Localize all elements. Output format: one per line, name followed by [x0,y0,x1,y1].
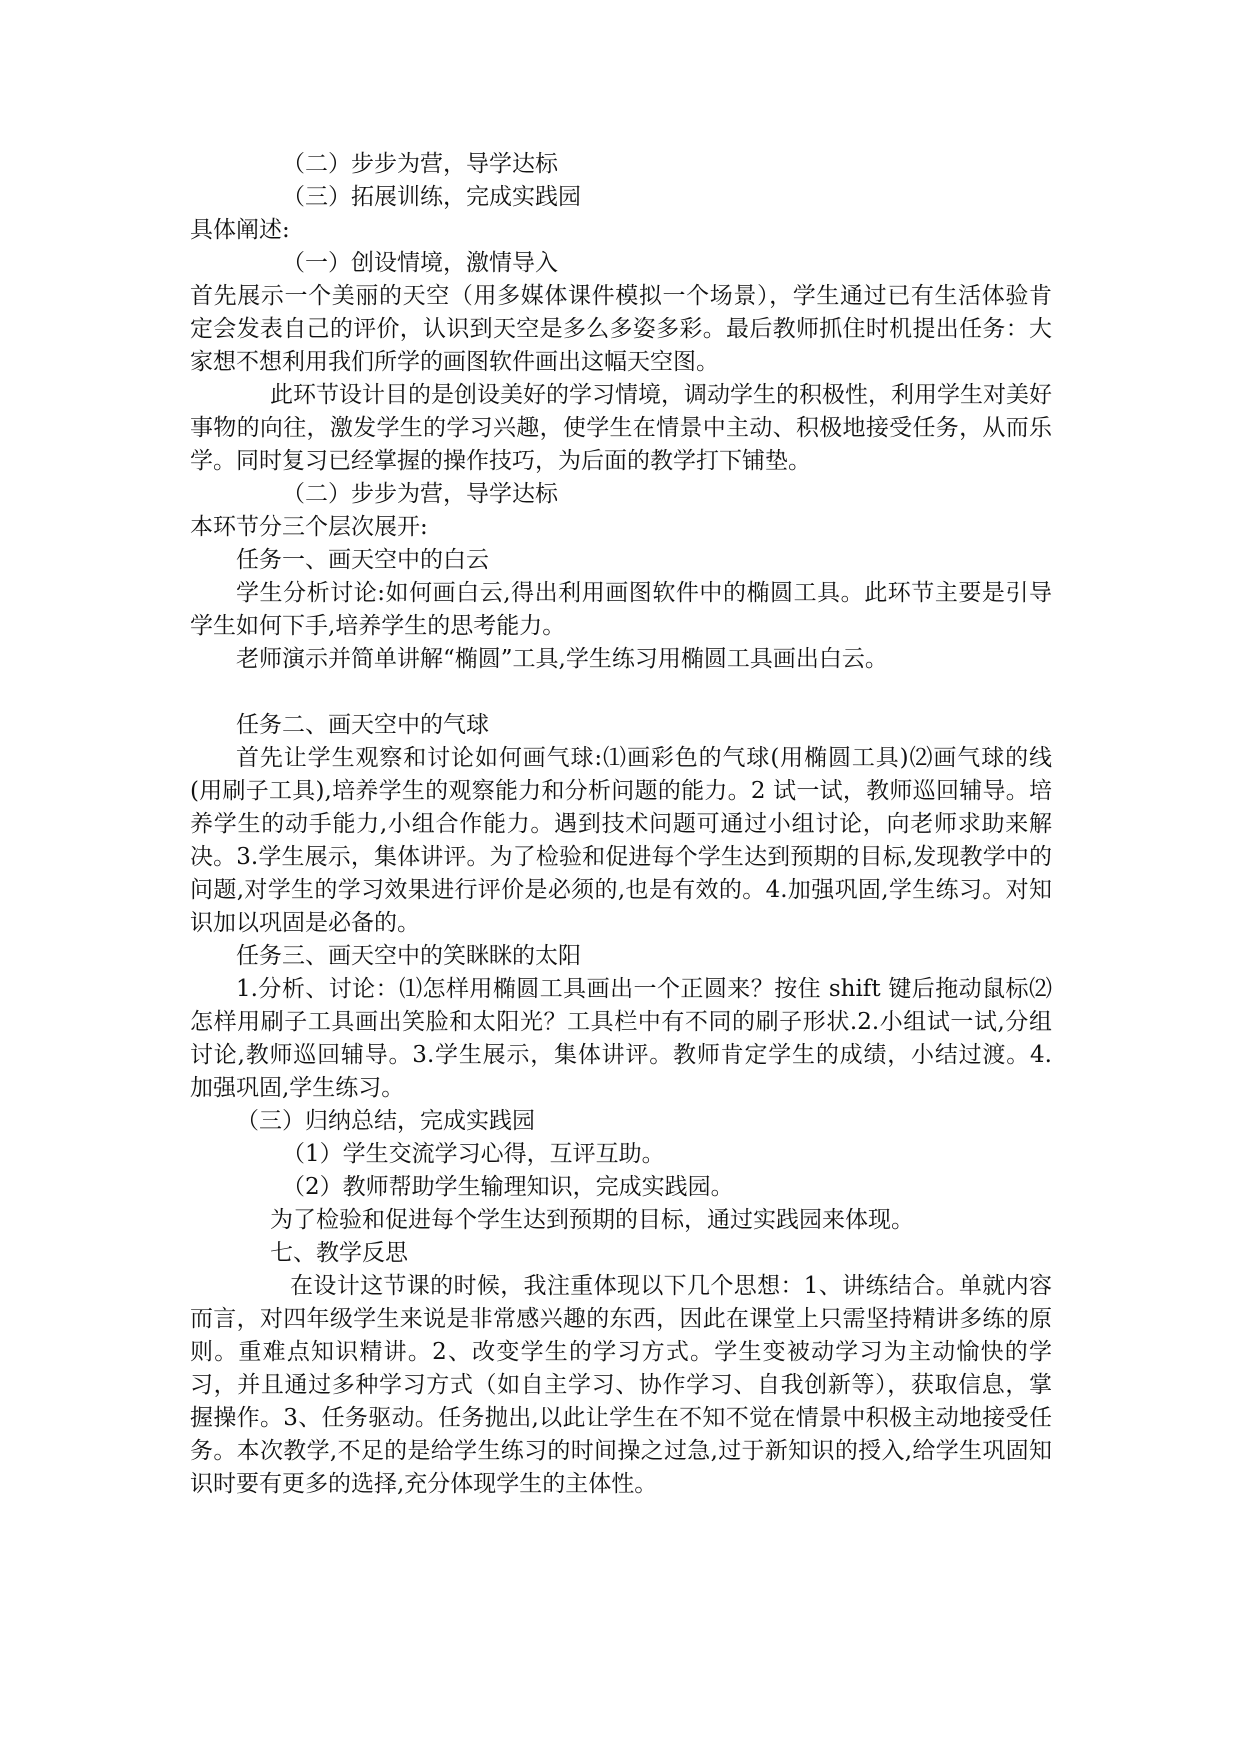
outline-item-step2: （二）步步为营，导学达标 [282,151,558,177]
document-body [190,148,1052,1501]
paragraph-cloud-discussion: 学生分析讨论:如何画白云,得出利用画图软件中的椭圆工具。此环节主要是引导学生如何下手,培养学生的思考能力。 [190,580,1052,639]
task-heading-balloon: 任务二、画天空中的气球 [236,712,489,738]
paragraph-sun-steps: 1.分析、讨论：⑴怎样用椭圆工具画出一个正圆来？按住 shift 键后拖动鼠标⑵怎样用刷子工具画出笑脸和太阳光？工具栏中有不同的刷子形状.2.小组试一试,分组讨论,教师巡回辅导。3.学生展示，集体讲评。教师肯定学生的成绩，小结过渡。4. 加强巩固,学生练习。 [190,976,1052,1101]
paragraph-reflection: 在设计这节课的时候，我注重体现以下几个思想：1、讲练结合。单就内容而言，对四年级学生来说是非常感兴趣的东西，因此在课堂上只需坚持精讲多练的原则。重难点知识精讲。2、改变学生的学习方式。学生变被动学习为主动愉快的学习，并且通过多种学习方式（如自主学习、协作学习、自我创新等），获取信息，掌握操作。3、任务驱动。任务抛出,以此让学生在不知不觉在情景中积极主动地接受任务。本次教学,不足的是给学生练习的时间操之过急,过于新知识的授入,给学生巩固知识时要有更多的选择,充分体现学生的主体性。 [190,1273,1052,1497]
section-heading-guided: （二）步步为营，导学达标 [282,481,558,507]
section-heading-intro: （一）创设情境，激情导入 [282,250,558,276]
paragraph-intro-scene: 首先展示一个美丽的天空（用多媒体课件模拟一个场景），学生通过已有生活体验肯定会发表自己的评价，认识到天空是多么多姿多彩。最后教师抓住时机提出任务：大家想不想利用我们所学的画图软件画出这幅天空图。 [190,283,1052,375]
blank-line [190,676,1052,709]
paragraph-cloud-demo: 老师演示并简单讲解“椭圆”工具,学生练习用椭圆工具画出白云。 [236,646,888,672]
task-heading-cloud: 任务一、画天空中的白云 [236,547,489,573]
section-label-details: 具体阐述: [190,217,290,243]
paragraph-balloon-steps: 首先让学生观察和讨论如何画气球:⑴画彩色的气球(用椭圆工具)⑵画气球的线(用刷子工具),培养学生的观察能力和分析问题的能力。2 试一试，教师巡回辅导。培养学生的动手能力,小组合作能力。遇到技术问题可通过小组讨论，向老师求助来解决。3.学生展示，集体讲评。为了检验和促进每个学生达到预期的目标,发现教学中的问题,对学生的学习效果进行评价是必须的,也是有效的。4.加强巩固,学生练习。对知识加以巩固是必备的。 [190,745,1052,936]
paragraph-levels: 本环节分三个层次展开: [190,514,428,540]
list-item-summary-1: （1）学生交流学习心得，互评互助。 [282,1141,665,1167]
section-heading-reflection: 七、教学反思 [270,1240,408,1266]
paragraph-intro-purpose: 此环节设计目的是创设美好的学习情境，调动学生的积极性，利用学生对美好事物的向往，激发学生的学习兴趣，使学生在情景中主动、积极地接受任务，从而乐学。同时复习已经掌握的操作技巧，为后面的教学打下铺垫。 [190,382,1052,474]
outline-item-step3: （三）拓展训练，完成实践园 [282,184,581,210]
task-heading-sun: 任务三、画天空中的笑眯眯的太阳 [236,943,581,969]
section-heading-summary: （三）归纳总结，完成实践园 [236,1108,535,1134]
paragraph-summary-goal: 为了检验和促进每个学生达到预期的目标，通过实践园来体现。 [270,1207,914,1233]
list-item-summary-2: （2）教师帮助学生输理知识，完成实践园。 [282,1174,734,1200]
